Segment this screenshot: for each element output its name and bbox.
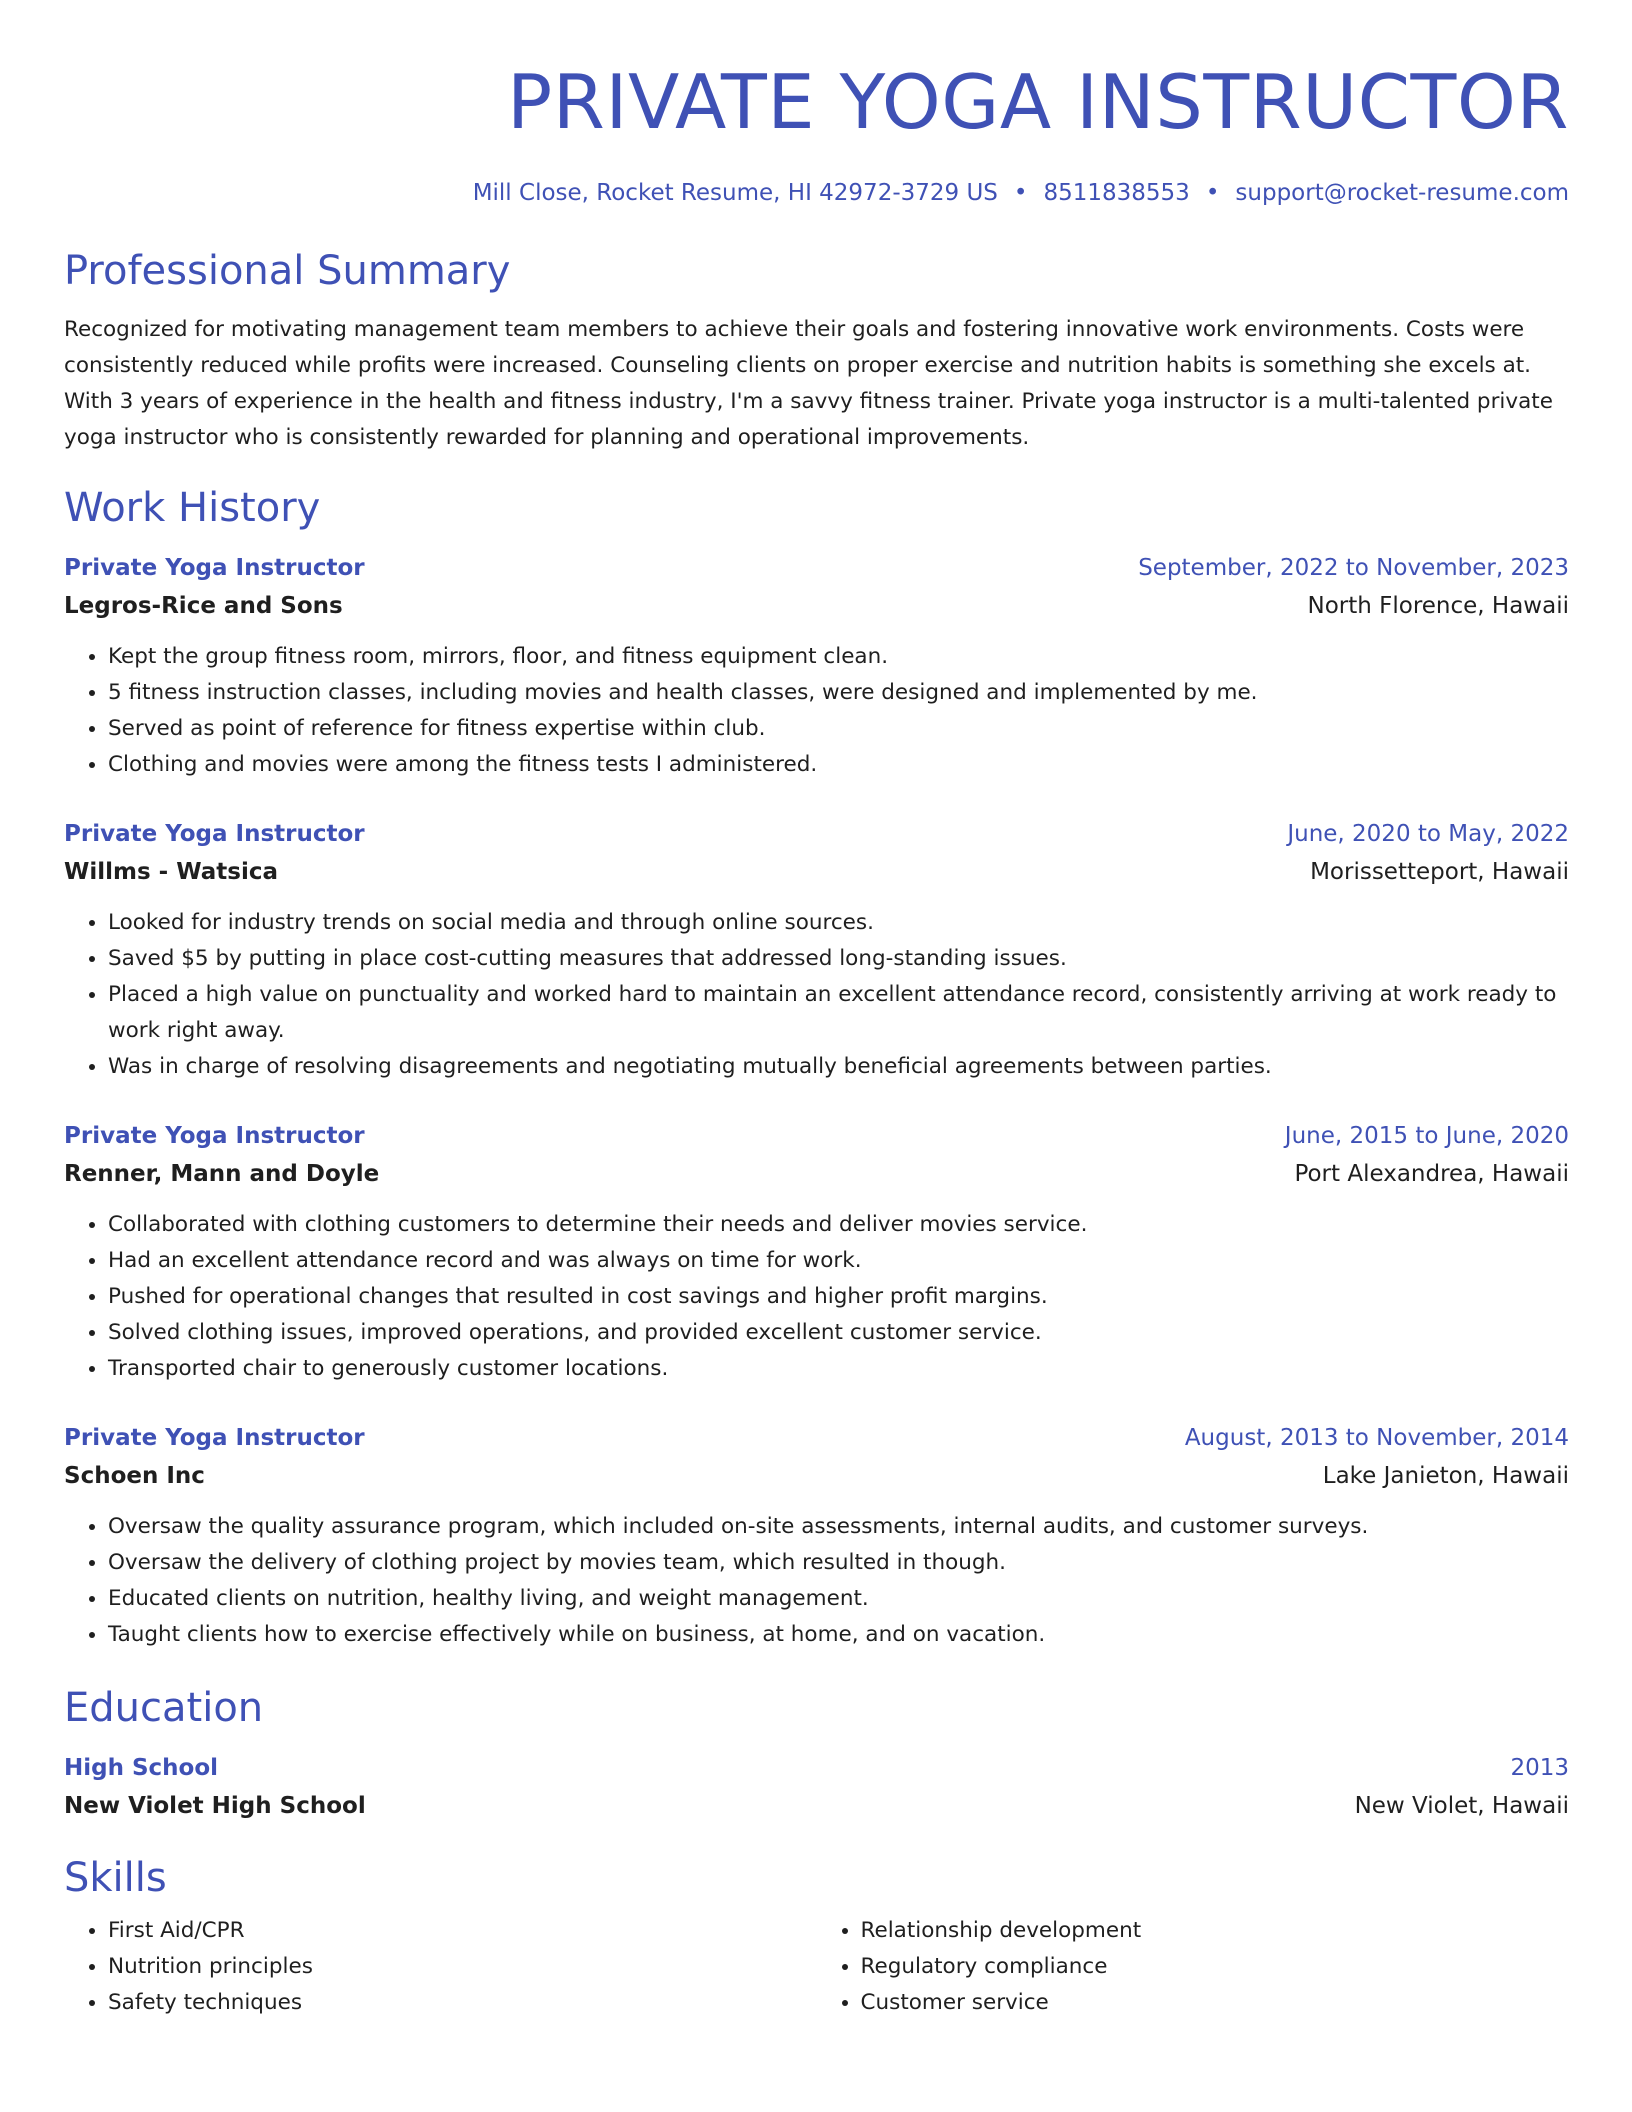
contact-email[interactable]: support@rocket-resume.com bbox=[1235, 180, 1569, 206]
job-bullet: • Placed a high value on punctuality and worked hard to maintain an excellent attendance record, consistently arriving at work ready to work right away. bbox=[108, 977, 1569, 1049]
contact-phone: 8511838553 bbox=[1043, 180, 1190, 206]
job-location: North Florence, Hawaii bbox=[1307, 593, 1569, 619]
job-bullet: • Solved clothing issues, improved operations, and provided excellent customer service. bbox=[108, 1315, 1569, 1351]
summary-text: Recognized for motivating management team members to achieve their goals and fostering innovative work environments. Costs were consistently reduced while profits were increased. Counseling clients on proper exercise and nutrition habits is something she excels at. With 3 years of experience in the health and fitness industry, I'm a savvy fitness trainer. Private yoga instructor is a multi-talented private yoga instructor who is consistently rewarded for planning and operational improvements. bbox=[64, 317, 1553, 450]
education-degree: High School bbox=[64, 1755, 219, 1781]
resume-name: PRIVATE YOGA INSTRUCTOR bbox=[507, 58, 1569, 146]
job-company: Willms - Watsica bbox=[64, 859, 279, 885]
education-location: New Violet, Hawaii bbox=[1354, 1793, 1569, 1819]
job-dates: June, 2015 to June, 2020 bbox=[1284, 1123, 1569, 1149]
job-dates: September, 2022 to November, 2023 bbox=[1138, 555, 1569, 581]
job-bullet: • Served as point of reference for fitness expertise within club. bbox=[108, 711, 1569, 747]
job-bullet: • Collaborated with clothing customers to determine their needs and deliver movies service. bbox=[108, 1207, 1569, 1243]
job-bullet: • Clothing and movies were among the fitness tests I administered. bbox=[108, 747, 1569, 783]
education-entry bbox=[64, 1749, 1569, 1825]
job-entry bbox=[64, 1419, 1569, 1653]
skill-item: • Safety techniques bbox=[108, 1985, 817, 2021]
job-location: Lake Janieton, Hawaii bbox=[1322, 1463, 1569, 1489]
job-bullets bbox=[64, 1207, 1569, 1387]
job-bullet: • Kept the group fitness room, mirrors, floor, and fitness equipment clean. bbox=[108, 639, 1569, 675]
job-location: Port Alexandrea, Hawaii bbox=[1294, 1161, 1569, 1187]
skill-item: • Regulatory compliance bbox=[861, 1949, 1570, 1985]
job-bullet: • Oversaw the quality assurance program, which included on-site assessments, internal audits, and customer surveys. bbox=[108, 1509, 1569, 1545]
job-bullet: • Pushed for operational changes that resulted in cost savings and higher profit margins. bbox=[108, 1279, 1569, 1315]
job-bullets bbox=[64, 639, 1569, 783]
education-year: 2013 bbox=[1510, 1755, 1569, 1781]
job-title: Private Yoga Instructor bbox=[64, 555, 365, 581]
job-bullet: • Was in charge of resolving disagreements and negotiating mutually beneficial agreements between parties. bbox=[108, 1049, 1569, 1085]
skill-item: • First Aid/CPR bbox=[108, 1913, 817, 1949]
job-bullet: • Saved $5 by putting in place cost-cutting measures that addressed long-standing issues. bbox=[108, 941, 1569, 977]
skills-column-left bbox=[64, 1913, 817, 2021]
job-company: Renner, Mann and Doyle bbox=[64, 1161, 380, 1187]
job-entry bbox=[64, 815, 1569, 1085]
job-bullets bbox=[64, 905, 1569, 1085]
job-title: Private Yoga Instructor bbox=[64, 1123, 365, 1149]
job-bullet: • 5 fitness instruction classes, including movies and health classes, were designed and implemented by me. bbox=[108, 675, 1569, 711]
contact-address: Mill Close, Rocket Resume, HI 42972-3729 US bbox=[472, 180, 998, 206]
education-school: New Violet High School bbox=[64, 1793, 366, 1819]
job-title: Private Yoga Instructor bbox=[64, 821, 365, 847]
job-company: Schoen Inc bbox=[64, 1463, 205, 1489]
job-bullets bbox=[64, 1509, 1569, 1653]
job-title: Private Yoga Instructor bbox=[64, 1425, 365, 1451]
job-bullet: • Had an excellent attendance record and was always on time for work. bbox=[108, 1243, 1569, 1279]
job-list bbox=[64, 549, 1569, 1653]
job-bullet: • Looked for industry trends on social media and through online sources. bbox=[108, 905, 1569, 941]
job-entry bbox=[64, 549, 1569, 783]
skill-item: • Nutrition principles bbox=[108, 1949, 817, 1985]
job-bullet: • Transported chair to generously customer locations. bbox=[108, 1351, 1569, 1387]
job-dates: June, 2020 to May, 2022 bbox=[1287, 821, 1569, 847]
job-bullet: • Educated clients on nutrition, healthy living, and weight management. bbox=[108, 1581, 1569, 1617]
contact-separator: • bbox=[1205, 180, 1220, 206]
section-title-work-history: Work History bbox=[64, 485, 321, 531]
section-title-summary: Professional Summary bbox=[64, 248, 511, 294]
job-dates: August, 2013 to November, 2014 bbox=[1184, 1425, 1569, 1451]
section-title-education: Education bbox=[64, 1685, 264, 1731]
skills-list bbox=[64, 1913, 1569, 2021]
job-bullet: • Oversaw the delivery of clothing project by movies team, which resulted in though. bbox=[108, 1545, 1569, 1581]
job-bullet: • Taught clients how to exercise effectively while on business, at home, and on vacation. bbox=[108, 1617, 1569, 1653]
contact-line bbox=[64, 178, 1569, 208]
contact-separator: • bbox=[1013, 180, 1028, 206]
skill-item: • Customer service bbox=[861, 1985, 1570, 2021]
skill-item: • Relationship development bbox=[861, 1913, 1570, 1949]
section-title-skills: Skills bbox=[64, 1855, 167, 1901]
job-company: Legros-Rice and Sons bbox=[64, 593, 343, 619]
skills-column-right bbox=[817, 1913, 1570, 2021]
job-entry bbox=[64, 1117, 1569, 1387]
job-location: Morissetteport, Hawaii bbox=[1310, 859, 1569, 885]
